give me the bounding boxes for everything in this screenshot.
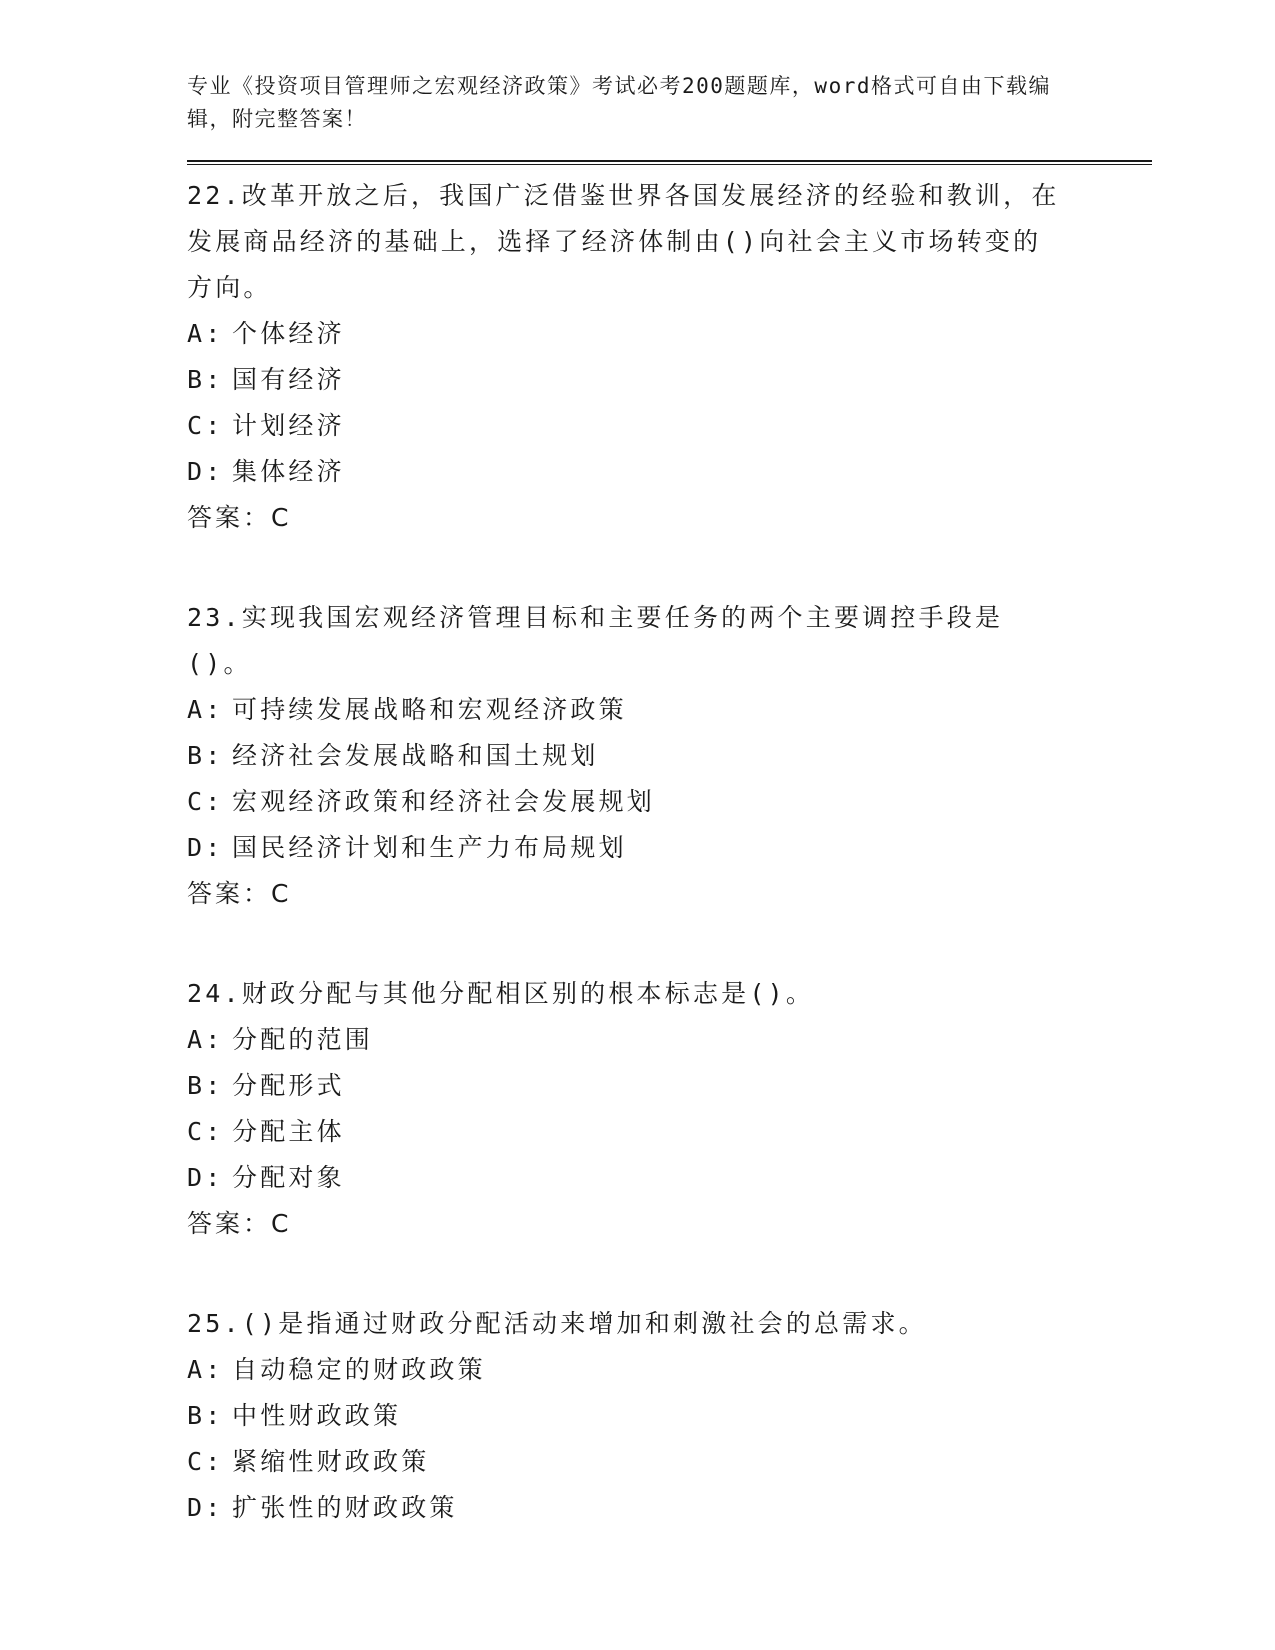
option-key: D: bbox=[187, 833, 224, 862]
option-text: 分配对象 bbox=[232, 1163, 345, 1192]
question-stem: 22.改革开放之后，我国广泛借鉴世界各国发展经济的经验和教训，在发展商品经济的基础上，选择了经济体制由()向社会主义市场转变的方向。 bbox=[187, 181, 1060, 302]
option-key: B: bbox=[187, 741, 224, 770]
option-key: A: bbox=[187, 1025, 224, 1054]
option-b bbox=[187, 357, 1152, 403]
option-key: C: bbox=[187, 411, 224, 440]
option-text: 经济社会发展战略和国土规划 bbox=[232, 741, 599, 770]
question-25 bbox=[187, 1301, 1152, 1531]
document-page bbox=[187, 70, 1152, 1585]
option-text: 扩张性的财政政策 bbox=[232, 1493, 458, 1522]
option-d bbox=[187, 1155, 1152, 1201]
option-text: 自动稳定的财政政策 bbox=[232, 1355, 486, 1384]
option-key: D: bbox=[187, 1163, 224, 1192]
option-text: 分配形式 bbox=[232, 1071, 345, 1100]
option-d bbox=[187, 825, 1152, 871]
option-text: 国有经济 bbox=[232, 365, 345, 394]
option-c bbox=[187, 779, 1152, 825]
option-key: C: bbox=[187, 1447, 224, 1476]
option-text: 集体经济 bbox=[232, 457, 345, 486]
question-22 bbox=[187, 173, 1152, 541]
option-key: B: bbox=[187, 1071, 224, 1100]
option-c bbox=[187, 403, 1152, 449]
document-header: 专业《投资项目管理师之宏观经济政策》考试必考200题题库，word格式可自由下载编辑，附完整答案！ bbox=[187, 74, 1051, 131]
option-text: 可持续发展战略和宏观经济政策 bbox=[232, 695, 627, 724]
option-text: 分配主体 bbox=[232, 1117, 345, 1146]
option-b bbox=[187, 733, 1152, 779]
option-a bbox=[187, 687, 1152, 733]
option-a bbox=[187, 1347, 1152, 1393]
option-c bbox=[187, 1109, 1152, 1155]
option-key: A: bbox=[187, 695, 224, 724]
option-key: C: bbox=[187, 787, 224, 816]
option-key: A: bbox=[187, 1355, 224, 1384]
option-key: A: bbox=[187, 319, 224, 348]
option-d bbox=[187, 449, 1152, 495]
option-text: 国民经济计划和生产力布局规划 bbox=[232, 833, 627, 862]
question-list bbox=[187, 173, 1152, 1531]
option-key: B: bbox=[187, 365, 224, 394]
option-text: 计划经济 bbox=[232, 411, 345, 440]
answer-line: 答案：C bbox=[187, 503, 292, 532]
question-23 bbox=[187, 595, 1152, 917]
question-stem: 25.()是指通过财政分配活动来增加和刺激社会的总需求。 bbox=[187, 1309, 927, 1338]
question-24 bbox=[187, 971, 1152, 1247]
question-stem: 24.财政分配与其他分配相区别的根本标志是()。 bbox=[187, 979, 815, 1008]
option-d bbox=[187, 1485, 1152, 1531]
option-key: D: bbox=[187, 457, 224, 486]
answer-line: 答案：C bbox=[187, 1209, 292, 1238]
question-stem: 23.实现我国宏观经济管理目标和主要任务的两个主要调控手段是()。 bbox=[187, 603, 1004, 678]
option-key: C: bbox=[187, 1117, 224, 1146]
option-a bbox=[187, 1017, 1152, 1063]
option-key: D: bbox=[187, 1493, 224, 1522]
option-text: 宏观经济政策和经济社会发展规划 bbox=[232, 787, 656, 816]
answer-line: 答案：C bbox=[187, 879, 292, 908]
option-key: B: bbox=[187, 1401, 224, 1430]
option-text: 中性财政政策 bbox=[232, 1401, 402, 1430]
option-text: 个体经济 bbox=[232, 319, 345, 348]
option-text: 分配的范围 bbox=[232, 1025, 374, 1054]
option-text: 紧缩性财政政策 bbox=[232, 1447, 430, 1476]
option-c bbox=[187, 1439, 1152, 1485]
option-a bbox=[187, 311, 1152, 357]
header-divider bbox=[187, 160, 1152, 165]
option-b bbox=[187, 1393, 1152, 1439]
option-b bbox=[187, 1063, 1152, 1109]
